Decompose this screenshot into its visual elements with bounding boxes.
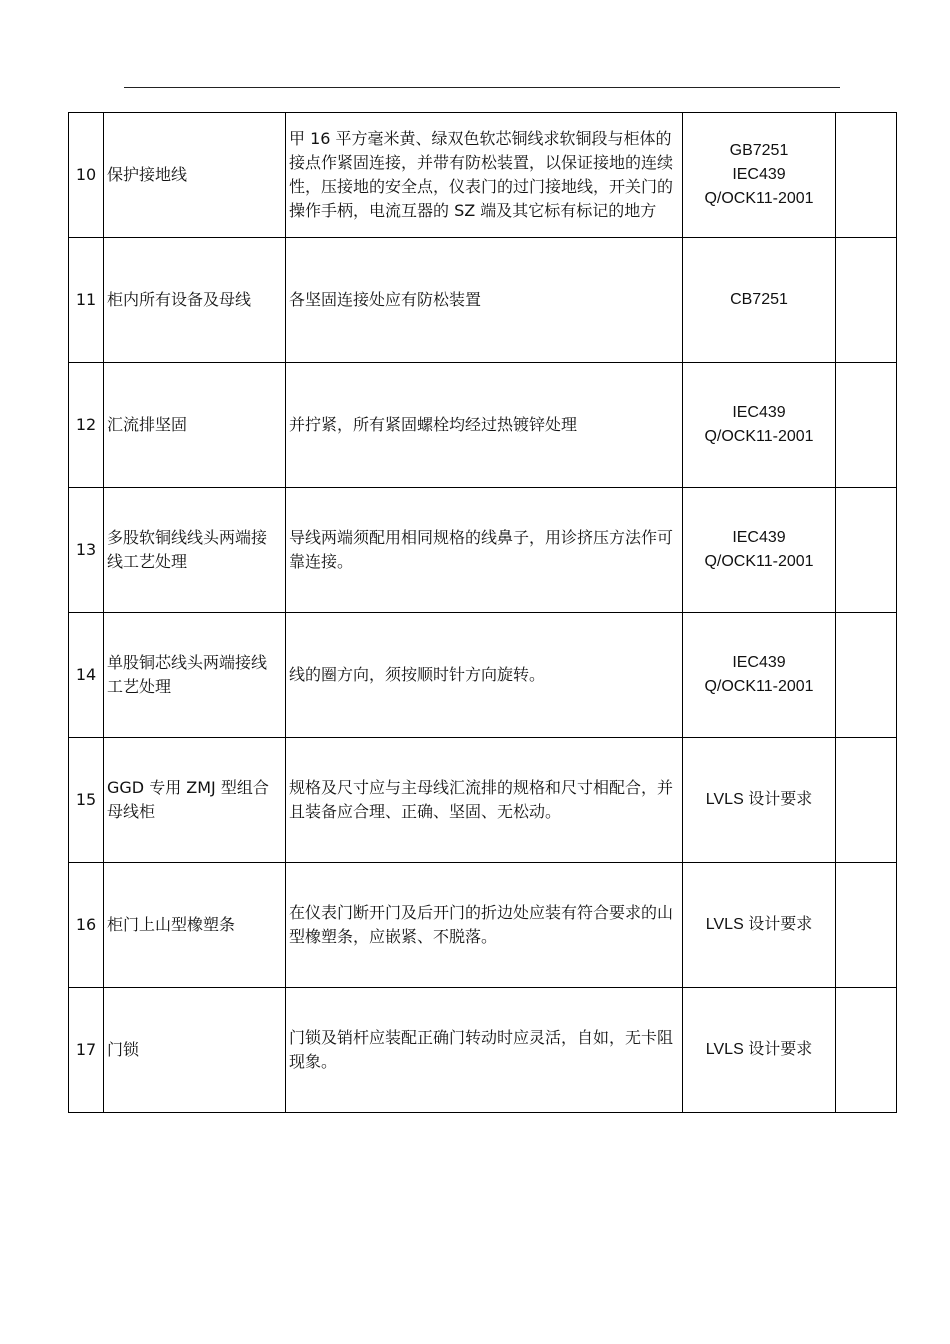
- table-row: [69, 488, 897, 613]
- table-row: [69, 988, 897, 1113]
- row-number: 14: [69, 613, 104, 738]
- remark-cell: [836, 363, 897, 488]
- standard-reference: [683, 738, 836, 863]
- table-row: [69, 238, 897, 363]
- remark-cell: [836, 113, 897, 238]
- inspection-table: [68, 112, 897, 1113]
- standard-reference: [683, 613, 836, 738]
- technical-requirement: 门锁及销杆应装配正确门转动时应灵活，自如，无卡阻现象。: [286, 988, 683, 1113]
- standard-code: IEC439: [732, 529, 786, 546]
- table-row: [69, 613, 897, 738]
- table-row: [69, 863, 897, 988]
- technical-requirement: 导线两端须配用相同规格的线鼻子，用诊挤压方法作可靠连接。: [286, 488, 683, 613]
- remark-cell: [836, 613, 897, 738]
- standard-code: LVLS 设计要求: [705, 791, 813, 808]
- remark-cell: [836, 238, 897, 363]
- table-body: [69, 113, 897, 1113]
- row-number: 16: [69, 863, 104, 988]
- inspection-item: 单股铜芯线头两端接线工艺处理: [104, 613, 286, 738]
- technical-requirement: 甲 16 平方毫米黄、绿双色软芯铜线求软铜段与柜体的接点作紧固连接，并带有防松装置，以保证接地的连续性，压接地的安全点，仪表门的过门接地线，开关门的操作手柄，电流互器的 SZ 端及其它标有标记的地方: [286, 113, 683, 238]
- row-number: 17: [69, 988, 104, 1113]
- technical-requirement: 线的圈方向，须按顺时针方向旋转。: [286, 613, 683, 738]
- inspection-item: 多股软铜线线头两端接线工艺处理: [104, 488, 286, 613]
- table-row: [69, 363, 897, 488]
- inspection-item: GGD 专用 ZMJ 型组合母线柜: [104, 738, 286, 863]
- standard-code: IEC439: [732, 404, 786, 421]
- standard-reference: [683, 488, 836, 613]
- standard-code: Q/OCK11-2001: [704, 678, 814, 695]
- remark-cell: [836, 988, 897, 1113]
- standard-code: Q/OCK11-2001: [704, 428, 814, 445]
- row-number: 10: [69, 113, 104, 238]
- table-row: [69, 113, 897, 238]
- header-rule: [124, 87, 840, 88]
- remark-cell: [836, 738, 897, 863]
- standard-reference: [683, 113, 836, 238]
- standard-code: CB7251: [730, 291, 788, 308]
- standard-code: GB7251: [729, 142, 789, 159]
- table-row: [69, 738, 897, 863]
- row-number: 11: [69, 238, 104, 363]
- standard-reference: [683, 988, 836, 1113]
- inspection-item: 汇流排坚固: [104, 363, 286, 488]
- standard-code: IEC439: [732, 166, 786, 183]
- row-number: 13: [69, 488, 104, 613]
- technical-requirement: 并拧紧，所有紧固螺栓均经过热镀锌处理: [286, 363, 683, 488]
- inspection-item: 柜门上山型橡塑条: [104, 863, 286, 988]
- standard-reference: [683, 363, 836, 488]
- inspection-item: 柜内所有设备及母线: [104, 238, 286, 363]
- standard-reference: [683, 238, 836, 363]
- inspection-item: 保护接地线: [104, 113, 286, 238]
- remark-cell: [836, 488, 897, 613]
- standard-code: LVLS 设计要求: [705, 916, 813, 933]
- technical-requirement: 各坚固连接处应有防松装置: [286, 238, 683, 363]
- technical-requirement: 在仪表门断开门及后开门的折边处应装有符合要求的山型橡塑条，应嵌紧、不脱落。: [286, 863, 683, 988]
- standard-code: Q/OCK11-2001: [704, 190, 814, 207]
- remark-cell: [836, 863, 897, 988]
- standard-code: Q/OCK11-2001: [704, 553, 814, 570]
- row-number: 15: [69, 738, 104, 863]
- technical-requirement: 规格及尺寸应与主母线汇流排的规格和尺寸相配合，并且装备应合理、正确、坚固、无松动。: [286, 738, 683, 863]
- standard-code: LVLS 设计要求: [705, 1041, 813, 1058]
- standard-code: IEC439: [732, 654, 786, 671]
- standard-reference: [683, 863, 836, 988]
- row-number: 12: [69, 363, 104, 488]
- inspection-item: 门锁: [104, 988, 286, 1113]
